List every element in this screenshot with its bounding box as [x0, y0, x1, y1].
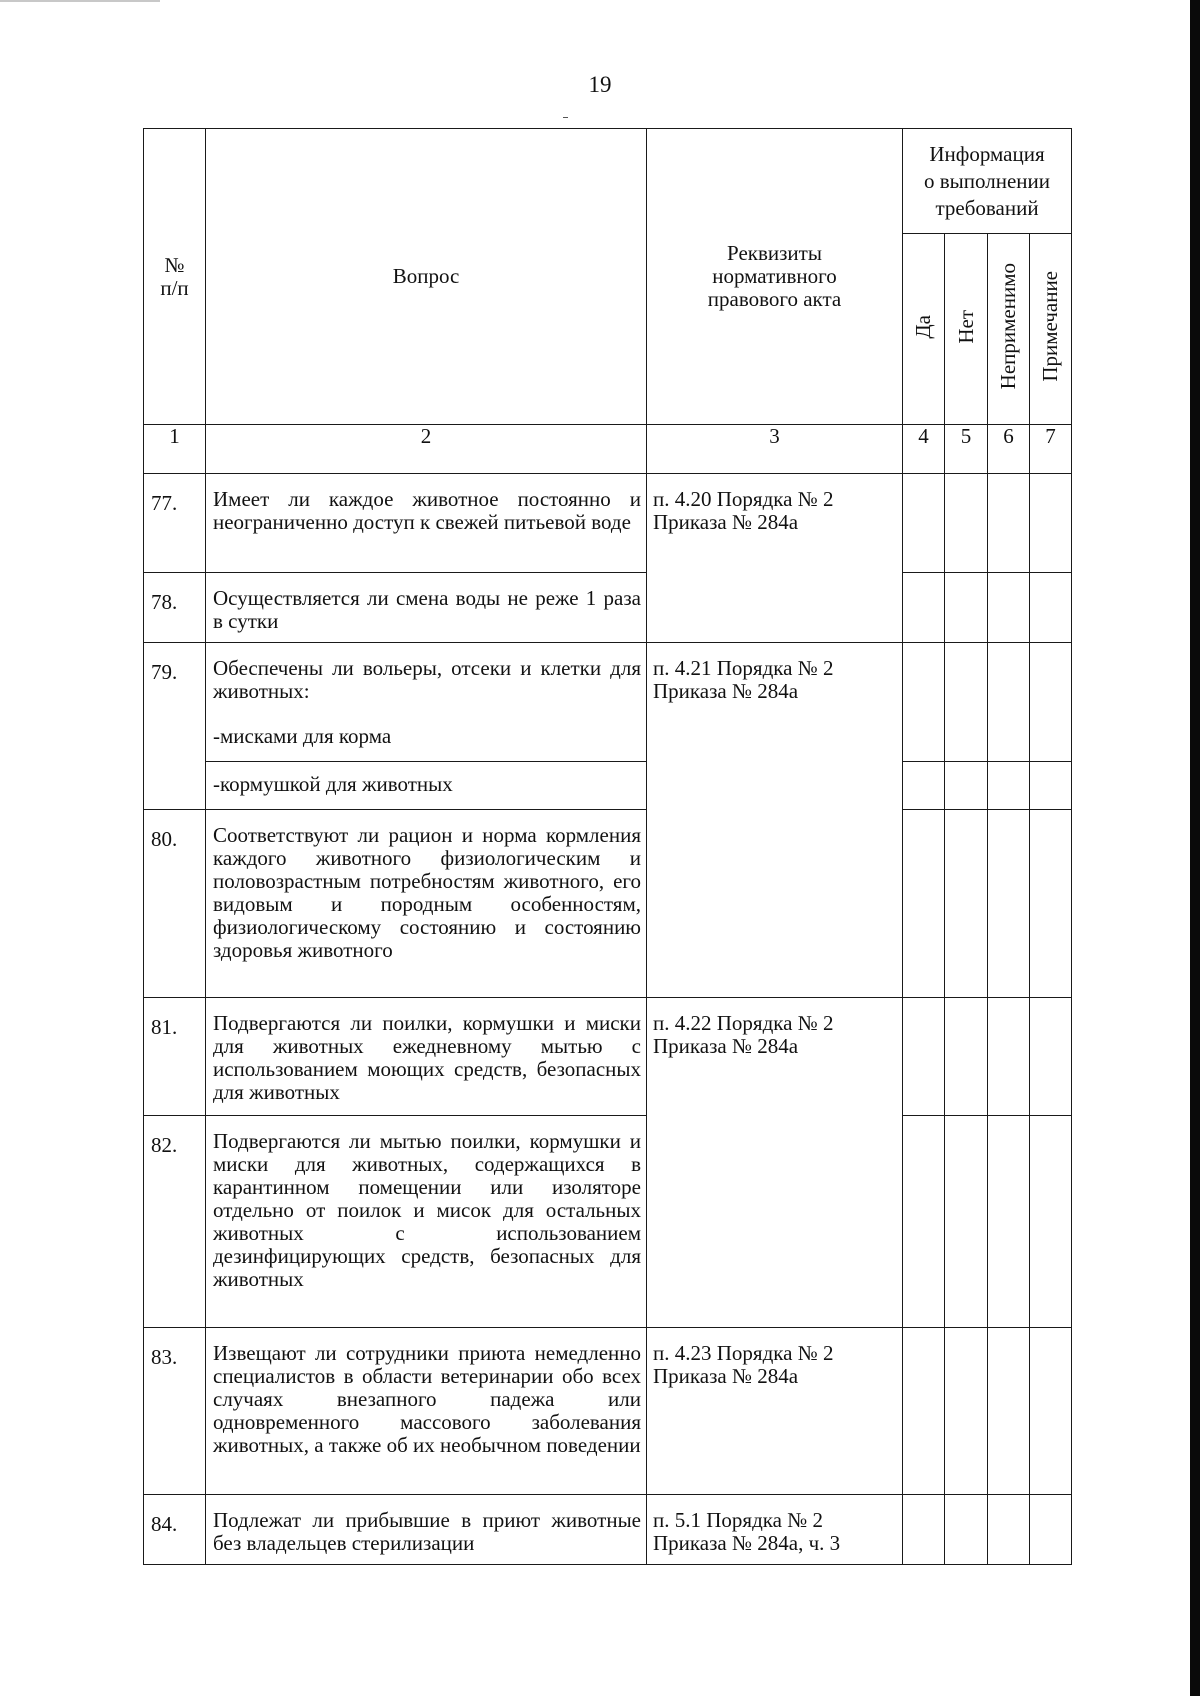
cell-note[interactable]	[1030, 998, 1072, 1116]
header-ref-line1: Реквизиты	[727, 241, 822, 265]
question-subitem: -мисками для корма	[213, 724, 392, 748]
row-reference	[647, 1328, 903, 1495]
header-num	[144, 129, 206, 425]
header-num-line1: №	[164, 252, 185, 277]
cell-yes[interactable]	[903, 1116, 945, 1328]
row-number: 77.	[144, 474, 206, 573]
col-number-3: 3	[647, 425, 903, 474]
row-question	[206, 998, 647, 1116]
cell-no[interactable]	[945, 998, 988, 1116]
scan-dark-edge	[1190, 0, 1200, 1696]
cell-note[interactable]	[1030, 1328, 1072, 1495]
col-number-6: 6	[988, 425, 1030, 474]
header-info-line3: требований	[935, 195, 1039, 220]
reference-line1: п. 4.23 Порядка № 2	[653, 1341, 834, 1365]
table-row	[144, 1116, 1072, 1328]
reference-line2: Приказа № 284а	[653, 510, 799, 534]
row-reference	[647, 474, 903, 643]
question-text: Подвергаются ли мытью поилки, кормушки и миски для животных, содержащихся в карантинном помещении или изоляторе отдельно от поилок и мисок для остальных животных с использованием дезинфицирующих средств, безопасных для животных	[213, 1129, 641, 1291]
header-na-label: Неприменимо	[996, 263, 1020, 390]
header-ref-line3: правового акта	[707, 287, 842, 311]
reference-line1: п. 4.22 Порядка № 2	[653, 1011, 834, 1035]
col-number-7: 7	[1030, 425, 1072, 474]
cell-no[interactable]	[945, 810, 988, 998]
row-number: 80.	[144, 810, 206, 998]
cell-no[interactable]	[945, 474, 988, 573]
cell-no[interactable]	[945, 1328, 988, 1495]
cell-yes[interactable]	[903, 1495, 945, 1565]
cell-no[interactable]	[945, 643, 988, 762]
reference-line1: п. 4.20 Порядка № 2	[653, 487, 834, 511]
row-question	[206, 643, 647, 762]
cell-no[interactable]	[945, 573, 988, 643]
header-yes	[903, 234, 945, 425]
row-question	[206, 1116, 647, 1328]
row-reference	[647, 643, 903, 998]
column-number-row	[144, 425, 1072, 474]
cell-not-applicable[interactable]	[988, 1495, 1030, 1565]
cell-no[interactable]	[945, 762, 988, 810]
row-number: 81.	[144, 998, 206, 1116]
header-na	[988, 234, 1030, 425]
header-question: Вопрос	[206, 129, 647, 425]
col-number-1: 1	[144, 425, 206, 474]
cell-no[interactable]	[945, 1116, 988, 1328]
question-text: Подлежат ли прибывшие в приют животные без владельцев стерилизации	[213, 1508, 641, 1555]
cell-note[interactable]	[1030, 1116, 1072, 1328]
reference-line2: Приказа № 284а, ч. 3	[653, 1531, 841, 1555]
cell-yes[interactable]	[903, 643, 945, 762]
header-yes-label: Да	[911, 314, 935, 339]
row-number: 78.	[144, 573, 206, 643]
cell-yes[interactable]	[903, 762, 945, 810]
row-number: 82.	[144, 1116, 206, 1328]
header-note	[1030, 234, 1072, 425]
row-question	[206, 1495, 647, 1565]
header-ref-line2: нормативного	[712, 264, 837, 288]
reference-line2: Приказа № 284а	[653, 1034, 799, 1058]
cell-note[interactable]	[1030, 1495, 1072, 1565]
header-no	[945, 234, 988, 425]
table-row	[144, 810, 1072, 998]
question-text: Имеет ли каждое животное постоянно и неограниченно доступ к свежей питьевой воде	[213, 487, 641, 534]
reference-line1: п. 5.1 Порядка № 2	[653, 1508, 823, 1532]
col-number-2: 2	[206, 425, 647, 474]
table-row	[144, 998, 1072, 1116]
cell-no[interactable]	[945, 1495, 988, 1565]
col-number-4: 4	[903, 425, 945, 474]
cell-yes[interactable]	[903, 1328, 945, 1495]
reference-line2: Приказа № 284а	[653, 679, 799, 703]
header-info	[903, 129, 1072, 234]
scan-speck	[563, 117, 568, 118]
col-number-5: 5	[945, 425, 988, 474]
cell-yes[interactable]	[903, 573, 945, 643]
question-text: Обеспечены ли вольеры, отсеки и клетки для животных:	[213, 656, 641, 703]
row-question	[206, 474, 647, 573]
cell-yes[interactable]	[903, 810, 945, 998]
row-question	[206, 762, 647, 810]
cell-not-applicable[interactable]	[988, 1328, 1030, 1495]
table-subrow	[144, 762, 1072, 810]
cell-not-applicable[interactable]	[988, 643, 1030, 762]
header-no-label: Нет	[953, 309, 978, 344]
cell-note[interactable]	[1030, 810, 1072, 998]
table-row	[144, 1495, 1072, 1565]
cell-note[interactable]	[1030, 474, 1072, 573]
row-reference	[647, 1495, 903, 1565]
row-question	[206, 573, 647, 643]
row-reference	[647, 998, 903, 1328]
reference-line2: Приказа № 284а	[653, 1364, 799, 1388]
header-num-line2: п/п	[160, 275, 189, 300]
table-row	[144, 1328, 1072, 1495]
question-text: Соответствуют ли рацион и норма кормления каждого животного физиологическим и половозрастным потребностям животного, его видовым и породным особенностям, физиологическому состоянию и состоянию здоровья животного	[213, 823, 641, 962]
question-text: Извещают ли сотрудники приюта немедленно специалистов в области ветеринарии обо всех случаях внезапного падежа или одновременного массового заболевания животных, а также об их необычном поведении	[213, 1341, 641, 1457]
question-text: Подвергаются ли поилки, кормушки и миски для животных ежедневному мытью с использованием моющих средств, безопасных для животных	[213, 1011, 641, 1104]
table-row	[144, 573, 1072, 643]
page-number: 19	[588, 72, 612, 97]
cell-not-applicable[interactable]	[988, 810, 1030, 998]
header-info-line1: Информация	[929, 141, 1045, 166]
table-row	[144, 643, 1072, 762]
row-question	[206, 1328, 647, 1495]
question-subitem: -кормушкой для животных	[213, 772, 453, 796]
header-info-line2: о выполнении	[924, 168, 1050, 193]
cell-note[interactable]	[1030, 573, 1072, 643]
header-ref	[647, 129, 903, 425]
header-note-label: Примечание	[1038, 271, 1062, 382]
cell-yes[interactable]	[903, 998, 945, 1116]
table-row	[144, 474, 1072, 573]
cell-not-applicable[interactable]	[988, 573, 1030, 643]
scan-edge-streak	[0, 0, 160, 2]
cell-note[interactable]	[1030, 643, 1072, 762]
cell-not-applicable[interactable]	[988, 998, 1030, 1116]
row-question	[206, 810, 647, 998]
reference-line1: п. 4.21 Порядка № 2	[653, 656, 834, 680]
cell-note[interactable]	[1030, 762, 1072, 810]
cell-not-applicable[interactable]	[988, 1116, 1030, 1328]
checklist-table	[143, 128, 1072, 1565]
cell-yes[interactable]	[903, 474, 945, 573]
question-text: Осуществляется ли смена воды не реже 1 раза в сутки	[213, 586, 641, 633]
row-number: 79.	[144, 643, 206, 810]
cell-not-applicable[interactable]	[988, 474, 1030, 573]
row-number: 83.	[144, 1328, 206, 1495]
cell-not-applicable[interactable]	[988, 762, 1030, 810]
header-row-top	[144, 129, 1072, 234]
row-number: 84.	[144, 1495, 206, 1565]
